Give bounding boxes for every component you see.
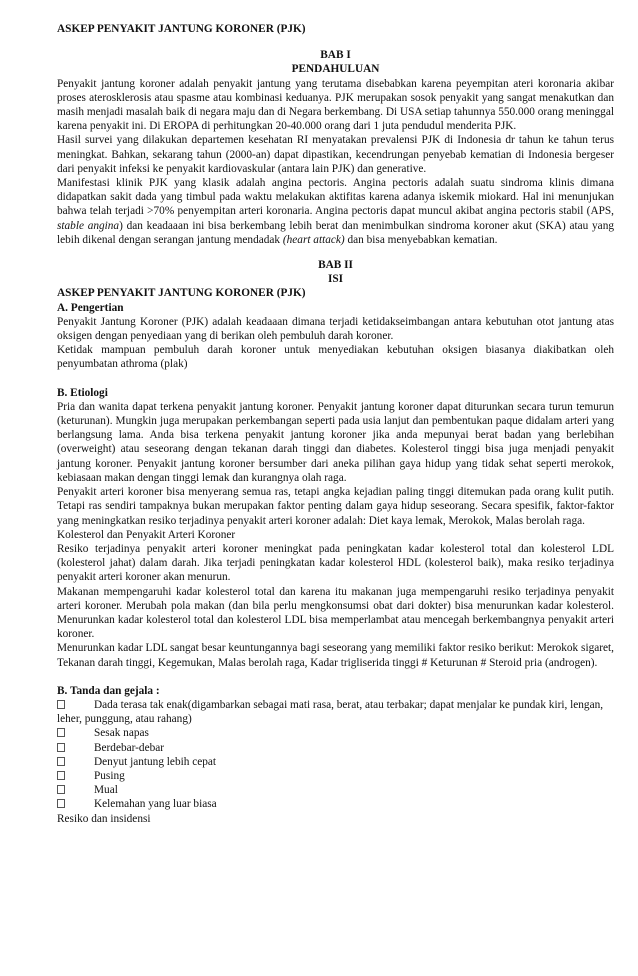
chapter-2-name: ISI	[327, 273, 344, 286]
symptom-item-text: Berdebar-debar	[94, 741, 165, 754]
symptom-item	[57, 726, 614, 740]
section-tanda-gejala-heading: B. Tanda dan gejala :	[57, 684, 160, 697]
intro-paragraph-3	[57, 176, 614, 247]
chapter-1-number: BAB I	[320, 49, 351, 62]
symptom-item	[57, 698, 614, 726]
intro-p3-part-c: dan bisa menyebabkan kematian.	[344, 233, 498, 246]
symptom-item	[57, 755, 614, 769]
chapter-1-name: PENDAHULUAN	[291, 63, 380, 76]
section-pengertian-heading: A. Pengertian	[57, 301, 124, 314]
pengertian-paragraph-1: Penyakit Jantung Koroner (PJK) adalah keadaaan dimana terjadi ketidakseimbangan antara kebutuhan otot jantung atas oksigen dengan penyediaan yang di berikan oleh pembuluh darah koroner.	[57, 315, 614, 343]
bullet-box-icon	[57, 785, 65, 794]
symptom-item-text: Dada terasa tak enak(digambarkan sebagai mati rasa, berat, atau terbakar; dapat menjalar ke pundak kiri, lengan, leher, punggung, atau rahang)	[57, 698, 604, 726]
section-etiologi-heading: B. Etiologi	[57, 386, 108, 399]
symptom-item-text: Denyut jantung lebih cepat	[94, 755, 217, 768]
intro-paragraph-2: Hasil survei yang dilakukan departemen kesehatan RI menyatakan prevalensi PJK di Indonesia dr tahun ke tahun terus meningkat. Bahkan, sekarang tahun (2000-an) dapat dipastikan, kecendrungan penyebab kematian di Indonesia bergeser dari penyakit infeksi ke penyakit kardiovaskular (antara lain PJK) dan generative.	[57, 134, 614, 175]
etiologi-paragraph-1: Pria dan wanita dapat terkena penyakit jantung koroner. Penyakit jantung koroner dapat diturunkan secara turun temurun (keturunan). Mungkin juga merupakan perkembangan seperti pada usia lanjut dan pembentukan paque didalam arteri yang berlangsung lama. Anda bisa terkena penyakit jantung koroner jika anda mepunyai berat badan yang berlebihan (overweight) atau seseorang dengan tekanan darah tinggi dan diabetes. Kolesterol tinggi bisa juga menjadi penyakit jantung koroner. Penyakit jantung koroner bersumber dari aneka pilihan gaya hidup yang tidak sehat seperti merokok, kebiasaan makan dengan tinggi lemak dan kurangnya olah raga.	[57, 400, 614, 484]
symptom-item	[57, 769, 614, 783]
symptom-item-text: Sesak napas	[94, 727, 149, 740]
etiologi-paragraph-5: Makanan mempengaruhi kadar kolesterol total dan karena itu makanan juga mempengaruhi resiko terjadinya penyakit arteri koroner. Merubah pola makan (dan bila perlu mengkonsumsi obat dari dokter) bisa menurunkan kadar kolesterol. Menurunkan kadar kolesterol total dan kolesterol LDL bisa memperlambat atau mencegah berkembangnya penyakit arteri koroner.	[57, 585, 614, 641]
symptom-item-text: Mual	[94, 784, 118, 797]
etiologi-paragraph-3: Kolesterol dan Penyakit Arteri Koroner	[57, 528, 236, 541]
intro-p3-part-b: ) dan keadaaan ini bisa berkembang lebih berat dan menimbulkan sindroma koroner akut (SKA) atau yang lebih dikenal dengan serangan jantung mendadak	[57, 219, 614, 246]
symptom-item-text: Pusing	[94, 769, 125, 782]
bullet-box-icon	[57, 743, 65, 752]
symptom-item	[57, 783, 614, 797]
bullet-box-icon	[57, 757, 65, 766]
intro-p3-emphasis-stable-angina: stable angina	[57, 219, 120, 232]
intro-p3-part-a: Manifestasi klinik PJK yang klasik adalah angina pectoris. Angina pectoris adalah suatu sindroma klinis dimana didapatkan sakit dada yang timbul pada waktu melakukan aktifitas karena adanya iskemik miokard. Hal ini menunjukan bahwa telah terjadi >70% penyempitan arteri koronaria. Angina pectoris dapat muncul akibat angina pectoris stabil (APS,	[57, 177, 614, 218]
bullet-box-icon	[57, 700, 65, 709]
bullet-box-icon	[57, 728, 65, 737]
document-title: ASKEP PENYAKIT JANTUNG KORONER (PJK)	[57, 23, 306, 35]
etiologi-paragraph-4: Resiko terjadinya penyakit arteri koroner meningkat pada peningkatan kadar kolesterol total dan kolesterol LDL (kolesterol jahat) dalam darah. Jika terjadi peningkatan kadar kolesterol HDL (kolesterol baik), maka resiko terjadinya penyakit arteri koroner akan menurun.	[57, 542, 614, 584]
symptom-item	[57, 797, 614, 811]
symptom-item	[57, 741, 614, 755]
intro-p3-emphasis-heart-attack: (heart attack)	[282, 233, 345, 246]
etiologi-paragraph-2: Penyakit arteri koroner bisa menyerang semua ras, tetapi angka kejadian paling tinggi ditemukan pada orang kulit putih. Tetapi ras sendiri tampaknya bukan merupakan faktor penting dalam gaya hidup seseorang. Secara spesifik, faktor-faktor yang meningkatkan resiko terjadinya penyakit arteri koroner adalah: Diet kaya lemak, Merokok, Malas berolah raga.	[57, 486, 614, 527]
chapter-2-title: ASKEP PENYAKIT JANTUNG KORONER (PJK)	[57, 287, 306, 300]
bullet-box-icon	[57, 771, 65, 780]
document-page	[57, 22, 614, 826]
symptom-item-text: Kelemahan yang luar biasa	[94, 798, 217, 811]
pengertian-paragraph-2: Ketidak mampuan pembuluh darah koroner untuk menyediakan kebutuhan oksigen biasanya diakibatkan oleh penyumbatan athroma (plak)	[57, 344, 614, 371]
etiologi-paragraph-6: Menurunkan kadar LDL sangat besar keuntungannya bagi seseorang yang memiliki faktor resiko berikut: Merokok sigaret, Tekanan darah tinggi, Kegemukan, Malas berolah raga, Kadar trigliserida tinggi # Keturunan # Steroid pria (androgen).	[57, 642, 614, 669]
bullet-box-icon	[57, 799, 65, 808]
risk-incidence-label: Resiko dan insidensi	[57, 812, 151, 825]
intro-paragraph-1: Penyakit jantung koroner adalah penyakit jantung yang terutama disebabkan karena peyempitan ateri koronaria akibar proses aterosklerosis atau spasme atau kombinasi keduanya. PJK merupakan sosok penyakit yang sangat menakutkan dan masih menjadi masalah baik di negara maju dan di Negara berkembang. Di USA setiap tahunnya 550.000 orang meninggal karena penyakit ini. Di EROPA di perhitungkan 20-40.000 orang dari 1 juta pendudul menderita PJK.	[57, 77, 614, 133]
chapter-2-number: BAB II	[318, 259, 353, 272]
